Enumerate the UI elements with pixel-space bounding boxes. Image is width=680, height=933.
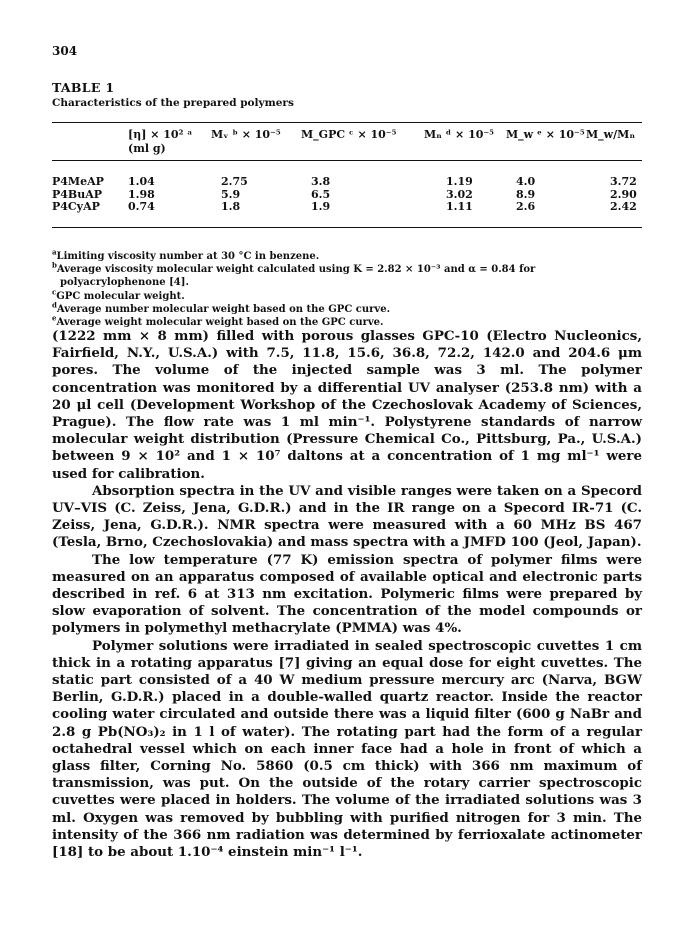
row-name: P4CyAP [52, 200, 100, 213]
header-viscosity: [η] × 10² ᵃ (ml g) [128, 128, 193, 155]
polymer-table [52, 128, 642, 214]
cell-mv: 1.8 [221, 200, 241, 213]
cell-mn: 3.02 [446, 187, 473, 201]
table-header-rule [52, 160, 642, 161]
paragraph-emission: The low temperature (77 K) emission spectra of polymer films were measured on an apparatus composed of available optical and electronic parts described in ref. 6 at 313 nm excitation. Polymeric films were prepared by slow evaporation of solvent. The concentration of the model compounds or polymers in polymethyl methacrylate (PMMA) was 4%. [52, 551, 642, 637]
cell-viscosity: 1.04 [128, 175, 155, 188]
table-title: TABLE 1 [52, 80, 115, 95]
header-mv: Mᵥ ᵇ × 10⁻⁵ [211, 128, 281, 141]
footnote-c: $^c$GPC molecular weight. [52, 287, 185, 302]
cell-mgpc: 6.5 [311, 187, 331, 201]
header-mw: M_w ᵉ × 10⁻⁵ [506, 128, 585, 141]
cell-mgpc: 3.8 [311, 175, 331, 188]
cell-mn: 1.11 [446, 200, 473, 213]
header-mn: Mₙ ᵈ × 10⁻⁵ [424, 128, 495, 141]
footnote-d: $^d$Average number molecular weight based on the GPC curve. [52, 300, 391, 315]
table-row [52, 201, 642, 214]
paragraph-spectra: Absorption spectra in the UV and visible ranges were taken on a Specord UV–VIS (C. Zeiss, Jena, G.D.R.) and in the IR range on a Specord IR-71 (C. Zeiss, Jena, G.D.R.). NMR spectra were measured with a 60 MHz BS 467 (Tesla, Brno, Czechoslovakia) and mass spectra with a JMFD 100 (Jeol, Japan). [52, 482, 642, 551]
cell-mv: 2.75 [221, 175, 248, 188]
paragraph-irradiation: Polymer solutions were irradiated in sealed spectroscopic cuvettes 1 cm thick in a rotating apparatus [7] giving an equal dose for eight cuvettes. The static part consisted of a 40 W medium pressure mercury arc (Narva, BGW Berlin, G.D.R.) placed in a double-walled quartz reactor. Inside the reactor cooling water circulated and outside there was a liquid filter (600 g NaBr and 2.8 g Pb(NO₃)₂ in 1 l of water). The rotating part had the form of a regular octahedral vessel which on each inner face had a hole in front of which a glass filter, Corning No. 5860 (0.5 cm thick) with 366 nm maximum of transmission, was put. On the outside of the rotary carrier spectroscopic cuvettes were placed in holders. The volume of the irradiated solutions was 3 ml. Oxygen was removed by bubbling with purified nitrogen for 3 min. The intensity of the 366 nm radiation was determined by ferrioxalate actinometer [18] to be about 1.10⁻⁴ einstein min⁻¹ l⁻¹. [52, 637, 642, 861]
cell-viscosity: 1.98 [128, 187, 155, 201]
table-bottom-rule [52, 227, 642, 228]
body-text [52, 328, 642, 861]
row-name: P4MeAP [52, 175, 104, 188]
cell-mw-mn: 2.90 [610, 187, 637, 201]
footnote-a: $^a$Limiting viscosity number at 30 °C in benzene. [52, 247, 320, 262]
table-footnotes [52, 247, 642, 329]
cell-mw: 8.9 [516, 187, 536, 201]
header-mw-mn: M_w/Mₙ [586, 128, 636, 141]
cell-mv: 5.9 [221, 187, 241, 201]
cell-mw: 2.6 [516, 200, 536, 213]
page-number: 304 [52, 44, 78, 58]
paragraph-gpc: (1222 mm × 8 mm) filled with porous glasses GPC-10 (Electro Nucleonics, Fairfield, N.Y., U.S.A.) with 7.5, 11.8, 15.6, 36.8, 72.2, 142.0 and 204.6 μm pores. The volume of the injected sample was 3 ml. The polymer concentration was monitored by a differential UV analyser (253.8 nm) with a 20 μl cell (Development Workshop of the Czechoslovak Academy of Sciences, Prague). The flow rate was 1 ml min⁻¹. Polystyrene standards of narrow molecular weight distribution (Pressure Chemical Co., Pittsburg, Pa., U.S.A.) between 9 × 10² and 1 × 10⁷ daltons at a concentration of 1 mg ml⁻¹ were used for calibration. [52, 328, 642, 482]
cell-mw: 4.0 [516, 175, 536, 188]
table-caption: Characteristics of the prepared polymers [52, 97, 294, 109]
footnote-e: $^e$Average weight molecular weight based on the GPC curve. [52, 313, 384, 329]
row-name: P4BuAP [52, 187, 103, 201]
cell-mw-mn: 2.42 [610, 200, 637, 213]
cell-viscosity: 0.74 [128, 200, 155, 213]
table-header-row [52, 128, 642, 164]
cell-mgpc: 1.9 [311, 200, 331, 213]
header-sample [52, 128, 128, 164]
table-top-rule [52, 122, 642, 123]
cell-mn: 1.19 [446, 175, 473, 188]
header-mgpc: M_GPC ᶜ × 10⁻⁵ [301, 128, 397, 141]
table-row [52, 176, 642, 189]
footnote-b: $^b$Average viscosity molecular weight calculated using K = 2.82 × 10⁻³ and α = 0.84 for polyacrylophenone [4]. [52, 260, 536, 289]
cell-mw-mn: 3.72 [610, 175, 637, 188]
